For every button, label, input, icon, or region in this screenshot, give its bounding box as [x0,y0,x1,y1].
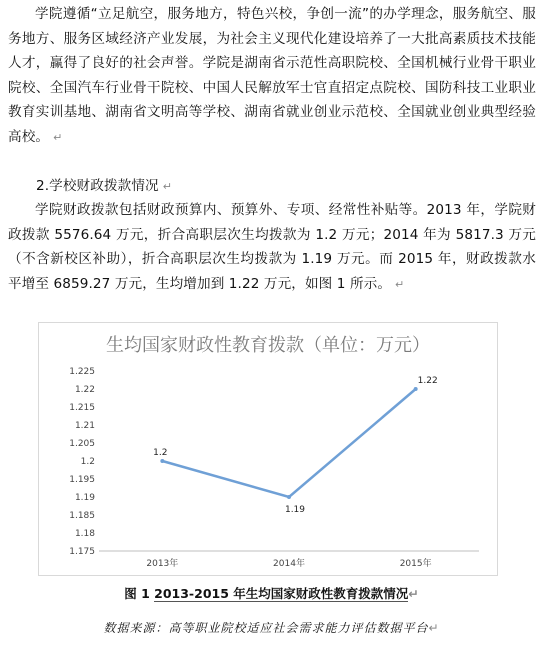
y-tick-label: 1.2 [80,457,95,467]
x-tick-label: 2015年 [399,559,432,569]
data-points [160,387,417,499]
heading-return-mark: ↵ [162,180,173,193]
data-label: 1.19 [284,505,306,515]
y-tick-label: 1.19 [74,493,95,503]
figure-caption [0,584,543,602]
data-point [160,459,164,463]
data-source-text: 数据来源：高等职业院校适应社会需求能力评估数据平台 [103,621,429,635]
y-tick-label: 1.18 [74,529,95,539]
x-axis-ticks [146,557,431,569]
y-tick-label: 1.225 [69,367,95,377]
figure-caption-prefix: 图 1 [124,586,155,601]
source-return-mark: ↵ [428,621,440,635]
x-tick-label: 2013年 [146,559,179,569]
data-point [287,495,291,499]
data-source-note [0,619,543,636]
intro-paragraph [8,2,536,151]
funding-chart [38,322,498,576]
chart-canvas [39,323,497,575]
figure-caption-text: 2013-2015 年生均国家财政性教育拨款情况 [154,586,409,601]
paragraph-return-mark: ↵ [53,130,63,144]
y-tick-label: 1.215 [69,403,95,413]
y-tick-label: 1.175 [69,547,95,557]
funding-paragraph [8,198,536,297]
funding-paragraph-text: 学院财政拨款包括财政预算内、预算外、专项、经常性补贴等。2013 年，学院财政拨款 5576.64 万元，折合高职层次生均拨款为 1.2 万元；2014 年为 5817.3 万元（不含新校区补助），折合高职层次生均拨款为 1.19 万元。而 2015 年，财政拨款水平增至 6859.27 万元，生均增加到 1.22 万元，如图 1 所示。 [8,202,536,292]
y-tick-label: 1.205 [69,439,95,449]
data-point [414,387,418,391]
section-heading [36,174,516,200]
intro-paragraph-text: 学院遵循“立足航空，服务地方，特色兴校，争创一流”的办学理念，服务航空、服务地方、服务区域经济产业发展，为社会主义现代化建设培养了一大批高素质技术技能人才，赢得了良好的社会声誉。学院是湖南省示范性高职院校、全国机械行业骨干职业院校、全国汽车行业骨干院校、中国人民解放军士官直招定点院校、国防科技工业职业教育实训基地、湖南省文明高等学校、湖南省就业创业示范校、全国就业创业典型经验高校。 [8,6,536,145]
chart-title: 生均国家财政性教育拨款（单位：万元） [106,335,430,356]
data-label: 1.2 [153,448,168,458]
data-labels [153,376,438,515]
y-tick-label: 1.195 [69,475,95,485]
section-heading-text: 2.学校财政拨款情况 [36,178,159,194]
data-label: 1.22 [417,376,438,386]
series-line [162,389,415,497]
y-tick-label: 1.21 [74,421,95,431]
y-tick-label: 1.185 [69,511,95,521]
x-tick-label: 2014年 [273,559,305,569]
caption-return-mark: ↵ [408,586,419,601]
y-axis-ticks [69,367,95,557]
funding-return-mark: ↵ [395,277,405,291]
y-tick-label: 1.22 [74,385,95,395]
